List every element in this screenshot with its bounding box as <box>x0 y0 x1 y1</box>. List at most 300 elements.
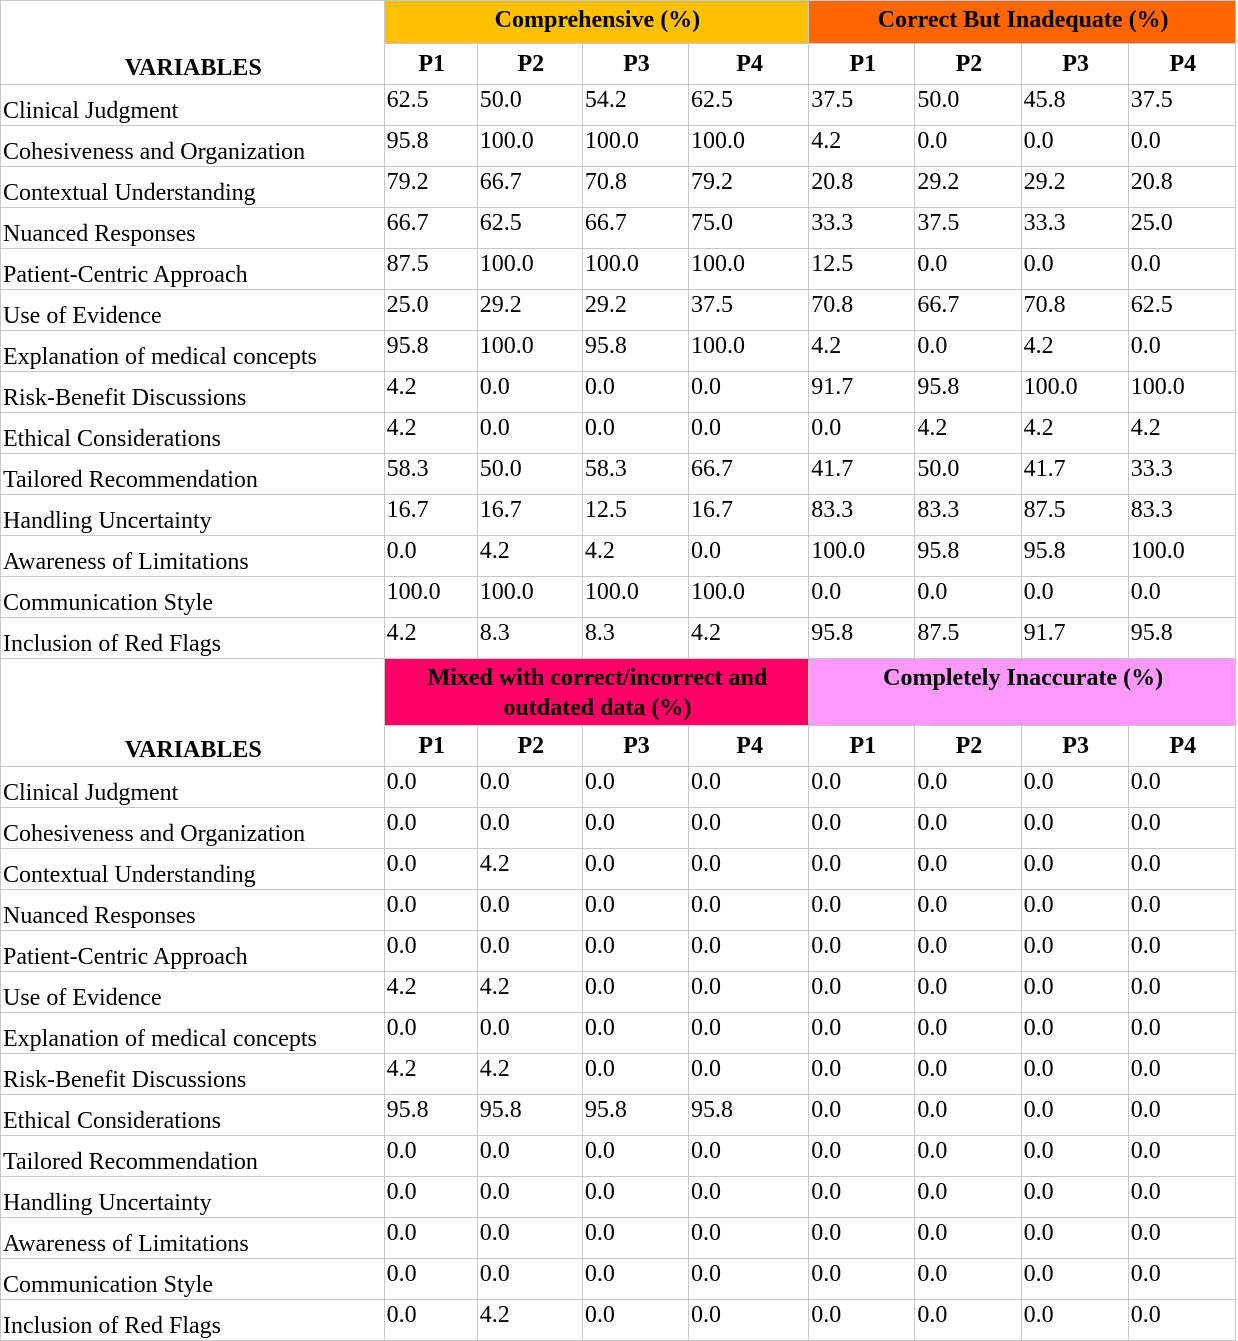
value-cell: 100.0 <box>582 249 688 290</box>
value-cell: 4.2 <box>384 972 477 1013</box>
value-cell: 83.3 <box>915 495 1021 536</box>
value-cell: 100.0 <box>809 536 915 577</box>
value-cell: 100.0 <box>689 577 809 618</box>
value-cell: 62.5 <box>384 85 477 126</box>
value-cell: 95.8 <box>1021 536 1128 577</box>
column-header: P2 <box>915 44 1021 85</box>
value-cell: 0.0 <box>477 1259 582 1300</box>
value-cell: 0.0 <box>1128 849 1235 890</box>
value-cell: 12.5 <box>582 495 688 536</box>
table-row <box>1 208 1236 249</box>
group-header: Mixed with correct/incorrect and outdated data (%) <box>384 659 809 726</box>
group-header-row <box>1 1 1236 44</box>
value-cell: 0.0 <box>1021 126 1128 167</box>
value-cell: 95.8 <box>809 618 915 659</box>
value-cell: 0.0 <box>1128 808 1235 849</box>
column-header: P4 <box>1128 44 1235 85</box>
value-cell: 87.5 <box>915 618 1021 659</box>
value-cell: 0.0 <box>689 972 809 1013</box>
value-cell: 0.0 <box>582 890 688 931</box>
value-cell: 4.2 <box>384 618 477 659</box>
value-cell: 100.0 <box>1128 372 1235 413</box>
variable-name-cell: Ethical Considerations <box>1 1095 385 1136</box>
value-cell: 0.0 <box>915 972 1021 1013</box>
value-cell: 0.0 <box>1021 890 1128 931</box>
value-cell: 0.0 <box>809 890 915 931</box>
value-cell: 0.0 <box>809 1013 915 1054</box>
value-cell: 16.7 <box>384 495 477 536</box>
value-cell: 50.0 <box>915 454 1021 495</box>
variable-name-cell: Tailored Recommendation <box>1 454 385 495</box>
value-cell: 0.0 <box>1021 1177 1128 1218</box>
value-cell: 95.8 <box>1128 618 1235 659</box>
value-cell: 95.8 <box>384 1095 477 1136</box>
value-cell: 20.8 <box>809 167 915 208</box>
variable-name-cell: Awareness of Limitations <box>1 536 385 577</box>
value-cell: 70.8 <box>809 290 915 331</box>
value-cell: 0.0 <box>915 1218 1021 1259</box>
table-row <box>1 331 1236 372</box>
value-cell: 25.0 <box>1128 208 1235 249</box>
value-cell: 0.0 <box>477 1177 582 1218</box>
column-header: P3 <box>1021 44 1128 85</box>
table-row <box>1 167 1236 208</box>
variable-name-cell: Explanation of medical concepts <box>1 331 385 372</box>
value-cell: 0.0 <box>1128 1218 1235 1259</box>
value-cell: 0.0 <box>809 849 915 890</box>
group-header: Correct But Inadequate (%) <box>809 1 1236 44</box>
value-cell: 100.0 <box>689 126 809 167</box>
table-row <box>1 849 1236 890</box>
value-cell: 50.0 <box>477 85 582 126</box>
value-cell: 0.0 <box>689 1177 809 1218</box>
value-cell: 0.0 <box>1021 577 1128 618</box>
value-cell: 0.0 <box>915 577 1021 618</box>
value-cell: 0.0 <box>809 1218 915 1259</box>
table-row <box>1 808 1236 849</box>
value-cell: 70.8 <box>582 167 688 208</box>
value-cell: 37.5 <box>915 208 1021 249</box>
value-cell: 0.0 <box>689 890 809 931</box>
table-row <box>1 767 1236 808</box>
value-cell: 0.0 <box>689 931 809 972</box>
value-cell: 0.0 <box>384 1013 477 1054</box>
value-cell: 95.8 <box>384 331 477 372</box>
value-cell: 33.3 <box>1128 454 1235 495</box>
value-cell: 95.8 <box>384 126 477 167</box>
value-cell: 29.2 <box>1021 167 1128 208</box>
value-cell: 0.0 <box>384 808 477 849</box>
value-cell: 95.8 <box>477 1095 582 1136</box>
value-cell: 4.2 <box>384 413 477 454</box>
value-cell: 0.0 <box>384 1136 477 1177</box>
table-row <box>1 126 1236 167</box>
value-cell: 62.5 <box>689 85 809 126</box>
value-cell: 0.0 <box>809 1259 915 1300</box>
value-cell: 0.0 <box>477 413 582 454</box>
value-cell: 0.0 <box>1021 767 1128 808</box>
value-cell: 4.2 <box>915 413 1021 454</box>
value-cell: 50.0 <box>477 454 582 495</box>
value-cell: 100.0 <box>477 331 582 372</box>
value-cell: 0.0 <box>915 890 1021 931</box>
value-cell: 0.0 <box>1128 931 1235 972</box>
value-cell: 0.0 <box>384 1218 477 1259</box>
value-cell: 0.0 <box>477 1218 582 1259</box>
variable-name-cell: Patient-Centric Approach <box>1 249 385 290</box>
value-cell: 0.0 <box>915 1259 1021 1300</box>
value-cell: 66.7 <box>477 167 582 208</box>
value-cell: 66.7 <box>384 208 477 249</box>
value-cell: 0.0 <box>1021 1095 1128 1136</box>
value-cell: 0.0 <box>915 1300 1021 1341</box>
value-cell: 41.7 <box>1021 454 1128 495</box>
variable-name-cell: Communication Style <box>1 577 385 618</box>
value-cell: 16.7 <box>689 495 809 536</box>
value-cell: 0.0 <box>689 1013 809 1054</box>
value-cell: 0.0 <box>582 1054 688 1095</box>
column-header: P2 <box>915 726 1021 767</box>
value-cell: 0.0 <box>1021 249 1128 290</box>
value-cell: 0.0 <box>582 849 688 890</box>
value-cell: 0.0 <box>1021 808 1128 849</box>
value-cell: 4.2 <box>384 372 477 413</box>
value-cell: 0.0 <box>1128 972 1235 1013</box>
table-row <box>1 972 1236 1013</box>
column-header: P2 <box>477 726 582 767</box>
variable-name-cell: Awareness of Limitations <box>1 1218 385 1259</box>
variable-name-cell: Communication Style <box>1 1259 385 1300</box>
table-row <box>1 1095 1236 1136</box>
value-cell: 0.0 <box>1021 972 1128 1013</box>
value-cell: 0.0 <box>1128 767 1235 808</box>
value-cell: 0.0 <box>809 1177 915 1218</box>
group-header: Comprehensive (%) <box>384 1 809 44</box>
value-cell: 0.0 <box>582 413 688 454</box>
variable-name-cell: Nuanced Responses <box>1 208 385 249</box>
value-cell: 100.0 <box>689 331 809 372</box>
value-cell: 91.7 <box>1021 618 1128 659</box>
value-cell: 0.0 <box>915 126 1021 167</box>
value-cell: 0.0 <box>809 1054 915 1095</box>
value-cell: 0.0 <box>915 931 1021 972</box>
table-row <box>1 413 1236 454</box>
value-cell: 25.0 <box>384 290 477 331</box>
value-cell: 45.8 <box>1021 85 1128 126</box>
value-cell: 0.0 <box>1128 1013 1235 1054</box>
column-header: P1 <box>384 44 477 85</box>
value-cell: 41.7 <box>809 454 915 495</box>
value-cell: 0.0 <box>384 1259 477 1300</box>
value-cell: 0.0 <box>1128 1300 1235 1341</box>
table-row <box>1 1013 1236 1054</box>
value-cell: 0.0 <box>915 1013 1021 1054</box>
column-header: P1 <box>809 44 915 85</box>
value-cell: 0.0 <box>915 1095 1021 1136</box>
value-cell: 0.0 <box>1128 1259 1235 1300</box>
group-header: Completely Inaccurate (%) <box>809 659 1236 726</box>
table-row <box>1 290 1236 331</box>
column-header: P1 <box>809 726 915 767</box>
value-cell: 0.0 <box>689 1259 809 1300</box>
column-header: P2 <box>477 44 582 85</box>
variable-name-cell: Clinical Judgment <box>1 85 385 126</box>
value-cell: 4.2 <box>477 1054 582 1095</box>
value-cell: 0.0 <box>384 890 477 931</box>
value-cell: 0.0 <box>809 808 915 849</box>
column-header: P4 <box>1128 726 1235 767</box>
table-row <box>1 85 1236 126</box>
variable-name-cell: Contextual Understanding <box>1 167 385 208</box>
value-cell: 0.0 <box>1021 1218 1128 1259</box>
value-cell: 79.2 <box>689 167 809 208</box>
value-cell: 66.7 <box>915 290 1021 331</box>
table-row <box>1 1054 1236 1095</box>
value-cell: 0.0 <box>915 767 1021 808</box>
table-row <box>1 577 1236 618</box>
value-cell: 12.5 <box>809 249 915 290</box>
value-cell: 0.0 <box>689 1054 809 1095</box>
variable-name-cell: Cohesiveness and Organization <box>1 808 385 849</box>
value-cell: 37.5 <box>689 290 809 331</box>
column-header: P4 <box>689 44 809 85</box>
table-row <box>1 1218 1236 1259</box>
value-cell: 66.7 <box>582 208 688 249</box>
value-cell: 0.0 <box>582 972 688 1013</box>
table-row <box>1 1259 1236 1300</box>
value-cell: 0.0 <box>915 249 1021 290</box>
value-cell: 16.7 <box>477 495 582 536</box>
value-cell: 0.0 <box>915 1054 1021 1095</box>
value-cell: 0.0 <box>582 1013 688 1054</box>
value-cell: 29.2 <box>915 167 1021 208</box>
value-cell: 83.3 <box>809 495 915 536</box>
value-cell: 0.0 <box>1128 1054 1235 1095</box>
value-cell: 100.0 <box>1021 372 1128 413</box>
value-cell: 0.0 <box>1128 577 1235 618</box>
column-header: P4 <box>689 726 809 767</box>
value-cell: 33.3 <box>809 208 915 249</box>
value-cell: 95.8 <box>689 1095 809 1136</box>
variable-name-cell: Handling Uncertainty <box>1 1177 385 1218</box>
value-cell: 70.8 <box>1021 290 1128 331</box>
value-cell: 0.0 <box>384 536 477 577</box>
table-row <box>1 1177 1236 1218</box>
value-cell: 0.0 <box>582 372 688 413</box>
value-cell: 0.0 <box>1128 1095 1235 1136</box>
results-table-body <box>1 1 1236 1341</box>
value-cell: 4.2 <box>1021 331 1128 372</box>
value-cell: 4.2 <box>689 618 809 659</box>
value-cell: 66.7 <box>689 454 809 495</box>
column-header: P3 <box>1021 726 1128 767</box>
value-cell: 29.2 <box>477 290 582 331</box>
variable-name-cell: Clinical Judgment <box>1 767 385 808</box>
value-cell: 4.2 <box>1021 413 1128 454</box>
value-cell: 62.5 <box>477 208 582 249</box>
variable-name-cell: Patient-Centric Approach <box>1 931 385 972</box>
value-cell: 58.3 <box>582 454 688 495</box>
value-cell: 20.8 <box>1128 167 1235 208</box>
group-header-row <box>1 659 1236 726</box>
value-cell: 4.2 <box>809 331 915 372</box>
value-cell: 0.0 <box>689 1218 809 1259</box>
value-cell: 54.2 <box>582 85 688 126</box>
value-cell: 4.2 <box>477 849 582 890</box>
value-cell: 95.8 <box>915 372 1021 413</box>
variable-name-cell: Inclusion of Red Flags <box>1 618 385 659</box>
value-cell: 95.8 <box>915 536 1021 577</box>
value-cell: 95.8 <box>582 1095 688 1136</box>
value-cell: 0.0 <box>1128 126 1235 167</box>
value-cell: 62.5 <box>1128 290 1235 331</box>
value-cell: 0.0 <box>915 808 1021 849</box>
column-header: P1 <box>384 726 477 767</box>
column-header: P3 <box>582 726 688 767</box>
value-cell: 4.2 <box>384 1054 477 1095</box>
table-row <box>1 454 1236 495</box>
column-header: P3 <box>582 44 688 85</box>
value-cell: 0.0 <box>477 1013 582 1054</box>
variable-name-cell: Tailored Recommendation <box>1 1136 385 1177</box>
value-cell: 37.5 <box>809 85 915 126</box>
variable-name-cell: Risk-Benefit Discussions <box>1 1054 385 1095</box>
table-row <box>1 372 1236 413</box>
value-cell: 58.3 <box>384 454 477 495</box>
value-cell: 83.3 <box>1128 495 1235 536</box>
value-cell: 0.0 <box>582 1259 688 1300</box>
value-cell: 4.2 <box>477 972 582 1013</box>
value-cell: 0.0 <box>809 972 915 1013</box>
table-row <box>1 536 1236 577</box>
value-cell: 0.0 <box>809 577 915 618</box>
variable-name-cell: Cohesiveness and Organization <box>1 126 385 167</box>
value-cell: 4.2 <box>1128 413 1235 454</box>
value-cell: 0.0 <box>689 849 809 890</box>
value-cell: 0.0 <box>689 808 809 849</box>
value-cell: 0.0 <box>915 1177 1021 1218</box>
value-cell: 37.5 <box>1128 85 1235 126</box>
value-cell: 0.0 <box>477 890 582 931</box>
value-cell: 0.0 <box>1128 249 1235 290</box>
variable-name-cell: Use of Evidence <box>1 290 385 331</box>
value-cell: 0.0 <box>1128 331 1235 372</box>
value-cell: 87.5 <box>384 249 477 290</box>
value-cell: 0.0 <box>477 1136 582 1177</box>
value-cell: 95.8 <box>582 331 688 372</box>
value-cell: 91.7 <box>809 372 915 413</box>
value-cell: 4.2 <box>477 536 582 577</box>
table-row <box>1 931 1236 972</box>
value-cell: 0.0 <box>915 331 1021 372</box>
value-cell: 0.0 <box>809 1300 915 1341</box>
value-cell: 0.0 <box>477 767 582 808</box>
value-cell: 0.0 <box>915 849 1021 890</box>
value-cell: 0.0 <box>384 931 477 972</box>
variable-name-cell: Ethical Considerations <box>1 413 385 454</box>
value-cell: 0.0 <box>915 1136 1021 1177</box>
table-row <box>1 249 1236 290</box>
value-cell: 0.0 <box>582 808 688 849</box>
value-cell: 0.0 <box>809 931 915 972</box>
variable-name-cell: Handling Uncertainty <box>1 495 385 536</box>
value-cell: 33.3 <box>1021 208 1128 249</box>
variable-name-cell: Nuanced Responses <box>1 890 385 931</box>
value-cell: 0.0 <box>689 1300 809 1341</box>
value-cell: 0.0 <box>582 1300 688 1341</box>
value-cell: 100.0 <box>582 577 688 618</box>
value-cell: 0.0 <box>582 1218 688 1259</box>
value-cell: 0.0 <box>689 536 809 577</box>
value-cell: 29.2 <box>582 290 688 331</box>
value-cell: 0.0 <box>689 1136 809 1177</box>
value-cell: 0.0 <box>384 767 477 808</box>
value-cell: 50.0 <box>915 85 1021 126</box>
variable-name-cell: Explanation of medical concepts <box>1 1013 385 1054</box>
value-cell: 0.0 <box>1128 1136 1235 1177</box>
value-cell: 79.2 <box>384 167 477 208</box>
value-cell: 0.0 <box>582 767 688 808</box>
value-cell: 0.0 <box>384 1300 477 1341</box>
variable-name-cell: Risk-Benefit Discussions <box>1 372 385 413</box>
value-cell: 0.0 <box>1021 1013 1128 1054</box>
value-cell: 100.0 <box>689 249 809 290</box>
value-cell: 0.0 <box>809 767 915 808</box>
value-cell: 0.0 <box>1128 890 1235 931</box>
value-cell: 100.0 <box>477 126 582 167</box>
value-cell: 100.0 <box>477 249 582 290</box>
value-cell: 100.0 <box>477 577 582 618</box>
value-cell: 0.0 <box>809 1136 915 1177</box>
value-cell: 0.0 <box>1021 849 1128 890</box>
table-row <box>1 618 1236 659</box>
table-row <box>1 495 1236 536</box>
value-cell: 87.5 <box>1021 495 1128 536</box>
value-cell: 4.2 <box>809 126 915 167</box>
value-cell: 0.0 <box>1021 1259 1128 1300</box>
value-cell: 8.3 <box>582 618 688 659</box>
variables-header: VARIABLES <box>1 1 385 85</box>
variable-name-cell: Use of Evidence <box>1 972 385 1013</box>
value-cell: 4.2 <box>477 1300 582 1341</box>
value-cell: 0.0 <box>689 372 809 413</box>
variable-name-cell: Contextual Understanding <box>1 849 385 890</box>
value-cell: 75.0 <box>689 208 809 249</box>
value-cell: 100.0 <box>582 126 688 167</box>
value-cell: 0.0 <box>477 372 582 413</box>
variable-name-cell: Inclusion of Red Flags <box>1 1300 385 1341</box>
value-cell: 100.0 <box>1128 536 1235 577</box>
value-cell: 0.0 <box>809 1095 915 1136</box>
value-cell: 0.0 <box>1021 931 1128 972</box>
value-cell: 0.0 <box>384 849 477 890</box>
value-cell: 0.0 <box>1021 1300 1128 1341</box>
value-cell: 0.0 <box>384 1177 477 1218</box>
table-row <box>1 1300 1236 1341</box>
value-cell: 0.0 <box>582 1136 688 1177</box>
value-cell: 0.0 <box>477 931 582 972</box>
value-cell: 100.0 <box>384 577 477 618</box>
value-cell: 0.0 <box>477 808 582 849</box>
value-cell: 0.0 <box>1128 1177 1235 1218</box>
table-row <box>1 1136 1236 1177</box>
variables-header: VARIABLES <box>1 659 385 767</box>
value-cell: 4.2 <box>582 536 688 577</box>
table-row <box>1 890 1236 931</box>
value-cell: 0.0 <box>582 931 688 972</box>
value-cell: 0.0 <box>582 1177 688 1218</box>
value-cell: 0.0 <box>1021 1054 1128 1095</box>
